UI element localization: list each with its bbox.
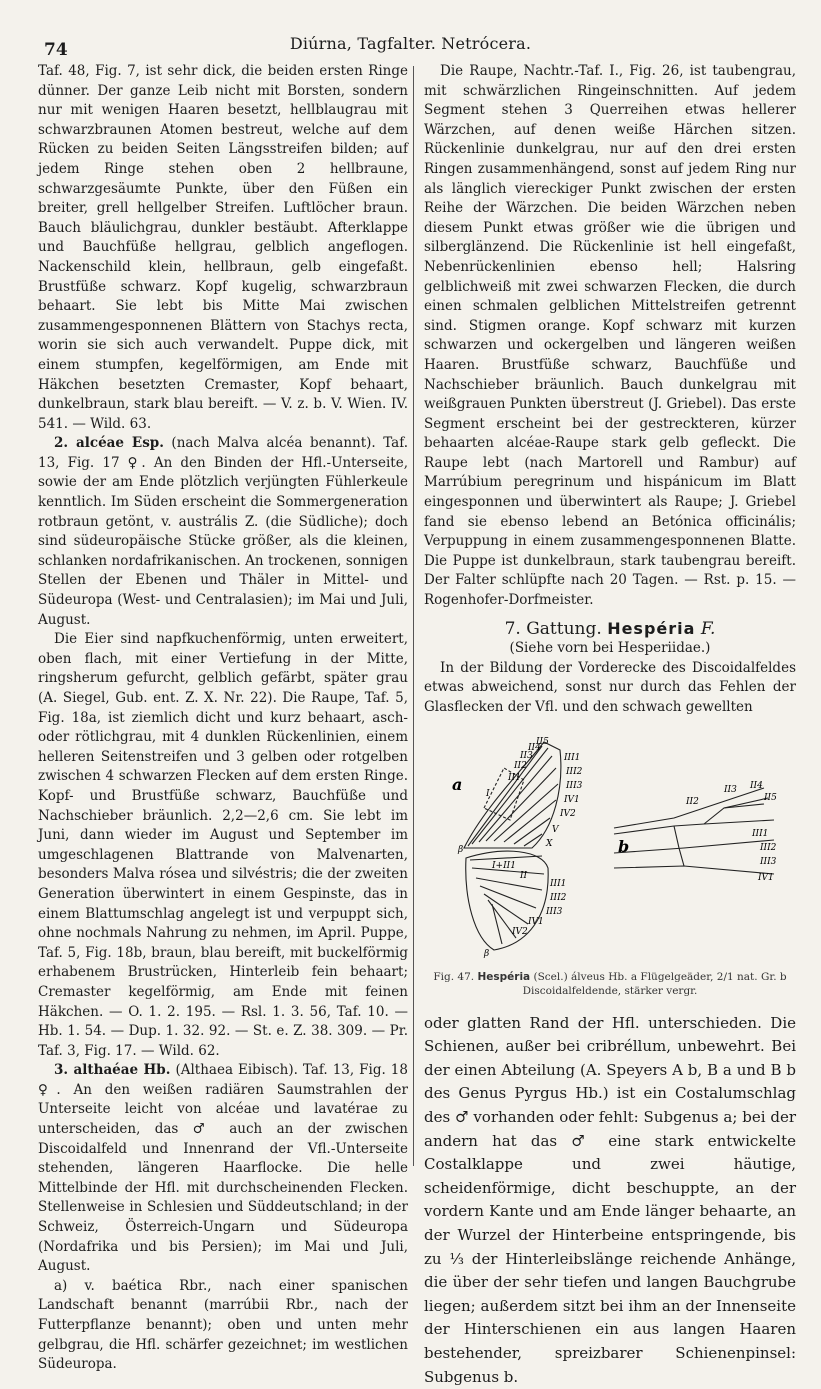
column-divider <box>413 66 414 1166</box>
running-title: Diúrna, Tagfalter. Netrócera. <box>289 34 532 53</box>
species-alceae-heading: 2. alcéae Esp. <box>54 435 164 452</box>
figure-label-a: a <box>452 774 463 794</box>
left-paragraph-2 <box>38 434 408 630</box>
left-paragraph-5: a) v. baética Rbr., nach einer spanischen Landschaft benannt (marrúbii Rbr., nach der Futterpflanze benannt); oben und unten mehr gelbgrau, die Hfl. schärfer gezeichnet; im westlichen Südeuropa. <box>38 1277 408 1373</box>
right-paragraph-2: In der Bildung der Vorderecke des Discoidalfeldes etwas abweichend, sonst nur durch das Fehlen der Glasflecken der Vfl. und den schwach gewellten <box>424 659 796 715</box>
vein-label-a: II <box>520 870 528 881</box>
figure-caption-text: (Scel.) álveus Hb. a Flügelgeäder, 2/1 nat. Gr. b Discoidalfeldende, stärker vergr. <box>522 970 787 997</box>
left-column <box>38 62 408 1375</box>
vein-label-a: III1 <box>564 752 581 763</box>
wing-venation-drawing <box>424 728 796 966</box>
figure-caption-genus: Hespéria <box>477 970 531 983</box>
vein-label-b: IV1 <box>758 872 774 883</box>
genus-heading <box>424 619 796 640</box>
species-alceae-text: (nach Malva alcéa benannt). Taf. 13, Fig. 17 ♀. An den Binden der Hfl.-Unterseite, sowie der am Ende plötzlich verjüngten Fühlerkeule kenntlich. Im Süden erscheint die Sommergeneration rotbraun getönt, v. austrális Z. (die Südliche); doch sind südeuropäische Stücke größer, als die kleinen, schlanken nordafrikanischen. An trockenen, sonnigen Stellen der Ebenen und Thäler in Mittel- und Südeuropa (West- und Centralasien); im Mai und Juli, August. <box>38 435 409 628</box>
vein-label-a: III1 <box>550 878 567 889</box>
vein-label-a: I+II1 <box>492 860 516 871</box>
genus-subheading: (Siehe vorn bei Hesperiidae.) <box>509 640 711 657</box>
vein-label-a: III3 <box>566 780 583 791</box>
vein-label-a: II3 <box>520 750 533 761</box>
vein-label-a: X <box>546 838 553 849</box>
figure-label-b: b <box>618 836 630 856</box>
vein-label-a: III2 <box>550 892 567 903</box>
vein-label-b: II5 <box>764 792 777 803</box>
vein-label-a: IV2 <box>512 926 528 937</box>
left-paragraph-3: Die Eier sind napfkuchenförmig, unten erweitert, oben flach, mit einer Vertiefung in der Mitte, ringsherum gefurcht, gelblich gefärbt, später grau (A. Siegel, Gub. ent. Z. X. Nr. 22). Die Raupe, Taf. 5, Fig. 18a, ist ziemlich dicht und kurz behaart, asch- oder rötlichgrau, mit 4 dunklen Rückenlinien, einem helleren Seitenstreifen und 3 gelben oder rotgelben zwischen 4 schwarzen Flecken auf dem ersten Ringe. Kopf- und Brustfüße schwarz, Bauchfüße und Nachschieber bräunlich. 2,2—2,6 cm. Sie lebt im Juni, dann wieder im August und September im umgeschlagenen Blattrande von Malvenarten, besonders Malva rósea und silvéstris; die der zweiten Generation überwintert in einem Gespinste, das in einem Blattumschlag angelegt ist und verpuppt sich, ohne nochmals Nahrung zu nehmen, im April. Puppe, Taf. 5, Fig. 18b, braun, blau bereift, mit buckelförmig erhabenem Brustrücken, Hinterleib fein behaart; Cremaster kegelförmig, am Ende mit feinen Häkchen. — O. 1. 2. 195. — Rsl. 1. 3. 56, Taf. 10. — Hb. 1. 54. — Dup. 1. 32. 92. — St. e. Z. 38. 309. — Pr. Taf. 3, Fig. 17. — Wild. 62. <box>38 631 408 1059</box>
vein-label-a: IV1 <box>564 794 580 805</box>
vein-label-b: III3 <box>760 856 777 867</box>
vein-label-a: β <box>484 948 490 959</box>
genus-name: Hespéria <box>607 618 696 638</box>
vein-label-b: II2 <box>686 796 699 807</box>
species-althaeae-text: (Althaea Eibisch). Taf. 13, Fig. 18 ♀. An den weißen radiären Saumstrahlen der Unterseite leicht von alcéae und lavatérae zu unterscheiden, das ♂ auch an der zwischen Discoidalfeld und Innenrand der Vfl.-Unterseite stehenden, längeren Haarflocke. Die helle Mittelbinde der Hfl. mit durchscheinenden Flecken. Stellenweise in Schlesien und Süddeutschland; in der Schweiz, Österreich-Ungarn und Südeuropa (Nordafrika und bis Persien); im Mai und Juli, August. <box>38 1062 408 1275</box>
vein-label-a: III3 <box>546 906 563 917</box>
vein-label-a: II4 <box>528 742 541 753</box>
vein-label-b: III2 <box>760 842 777 853</box>
left-paragraph-4 <box>38 1061 408 1277</box>
figure-caption-number: Fig. 47. <box>433 970 475 983</box>
vein-label-a: IV2 <box>560 808 576 819</box>
vein-label-b: II4 <box>750 780 763 791</box>
right-column <box>424 62 796 1389</box>
genus-number: 7. Gattung. <box>504 618 602 639</box>
vein-label-a: V <box>552 824 559 835</box>
species-althaeae-heading: 3. althaéae Hb. <box>54 1062 171 1079</box>
vein-label-a: II1 <box>508 772 521 783</box>
vein-label-a: I <box>486 788 490 799</box>
vein-label-a: II2 <box>514 760 527 771</box>
left-paragraph-1: Taf. 48, Fig. 7, ist sehr dick, die beiden ersten Ringe dünner. Der ganze Leib nicht mit Borsten, sondern nur mit wenigen Haaren besetzt, hellblaugrau mit schwarzbraunen Atomen bestreut, welche auf dem Rücken zu beiden Seiten Längsstreifen bilden; auf jedem Ringe stehen oben 2 hellbraune, schwarzgesäumte Punkte, über den Füßen ein breiter, grell hellgelber Streifen. Luftlöcher braun. Bauch bläulichgrau, dunkler bestäubt. Afterklappe und Bauchfüße hellgrau, gelblich angeflogen. Nackenschild klein, hellbraun, gelb eingefaßt. Brustfüße schwarz. Kopf kugelig, schwarzbraun behaart. Sie lebt bis Mitte Mai zwischen zusammengesponnenen Blättern von Stachys recta, worin sie sich auch verwandelt. Puppe dick, mit einem stumpfen, kegelförmigen, am Ende mit Häkchen besetzten Cremaster, Kopf behaart, dunkelbraun, stark blau bereift. — V. z. b. V. Wien. IV. 541. — Wild. 63. <box>38 63 408 432</box>
vein-label-b: II3 <box>724 784 737 795</box>
vein-label-a: II5 <box>536 736 549 747</box>
figure-caption <box>424 970 796 998</box>
genus-author: F. <box>700 618 716 639</box>
right-paragraph-1: Die Raupe, Nachtr.-Taf. I., Fig. 26, ist taubengrau, mit schwärzlichen Ringeinschnitten. Auf jedem Segment stehen 3 Querreihen etwas hellerer Wärzchen, auf denen weiße Härchen sitzen. Rückenlinie dunkelgrau, nur auf den drei ersten Ringen zusammenhängend, sonst auf jedem Ring nur als länglich viereckiger Punkt zwischen der ersten Reihe der Wärzchen. Die beiden Wärzchen neben diesem Punkt etwas größer wie die übrigen und silberglänzend. Die Rückenlinie ist hell eingefaßt, Nebenrückenlinien ebenso hell; Halsring gelblichweiß mit zwei schwarzen Flecken, die durch einen schmalen gelblichen Mittelstreifen getrennt sind. Stigmen orange. Kopf schwarz mit kurzen schwarzen und ockergelben und längeren weißen Haaren. Brustfüße schwarz, Bauchfüße und Nachschieber bräunlich. Bauch dunkelgrau mit weißgrauen Punkten überstreut (J. Griebel). Das erste Segment erscheint bei der gestreckteren, kürzer behaarten alcéae-Raupe stark gelb gefleckt. Die Raupe lebt (nach Martorell und Rambur) auf Marrúbium peregrinum und hispánicum im Blatt eingesponnen und überwintert als Raupe; J. Griebel fand sie ebenso lebend an Betónica officinális; Verpuppung in einem zusammengesponnenen Blatte. Die Puppe ist dunkelbraun, stark taubengrau bereift. Der Falter schlüpfte nach 20 Tagen. — Rst. p. 15. — Rogenhofer-Dorfmeister. <box>424 63 796 609</box>
vein-label-a: β <box>458 844 464 855</box>
page-number: 74 <box>44 40 68 60</box>
vein-label-b: III1 <box>752 828 769 839</box>
forewing-outline <box>464 742 561 848</box>
vein-label-a: III2 <box>566 766 583 777</box>
vein-label-a: IV1 <box>528 916 544 927</box>
wing-venation-figure <box>424 728 796 966</box>
right-paragraph-3: oder glatten Rand der Hfl. unterschieden. Die Schienen, außer bei cribréllum, unbewehrt. Bei der einen Abteilung (A. Speyers A b, B a und B b des Genus Pyrgus Hb.) ist ein Costalumschlag des ♂ vorhanden oder fehlt: Subgenus a; bei der andern hat das ♂ eine stark entwickelte Costalklappe und zwei häutige, scheidenförmige, dicht beschuppte, an der vordern Kante und am Ende länger behaarte, an der Wurzel der Hinterbeine entspringende, bis zu ⅓ der Hinterleibslänge reichende Anhänge, die über der sehr tiefen und langen Bauchgrube liegen; außerdem sitzt bei ihm an der Innenseite der Hinterschienen ein aus langen Haaren bestehender, spreizbarer Schienenpinsel: Subgenus b. <box>424 1013 796 1386</box>
